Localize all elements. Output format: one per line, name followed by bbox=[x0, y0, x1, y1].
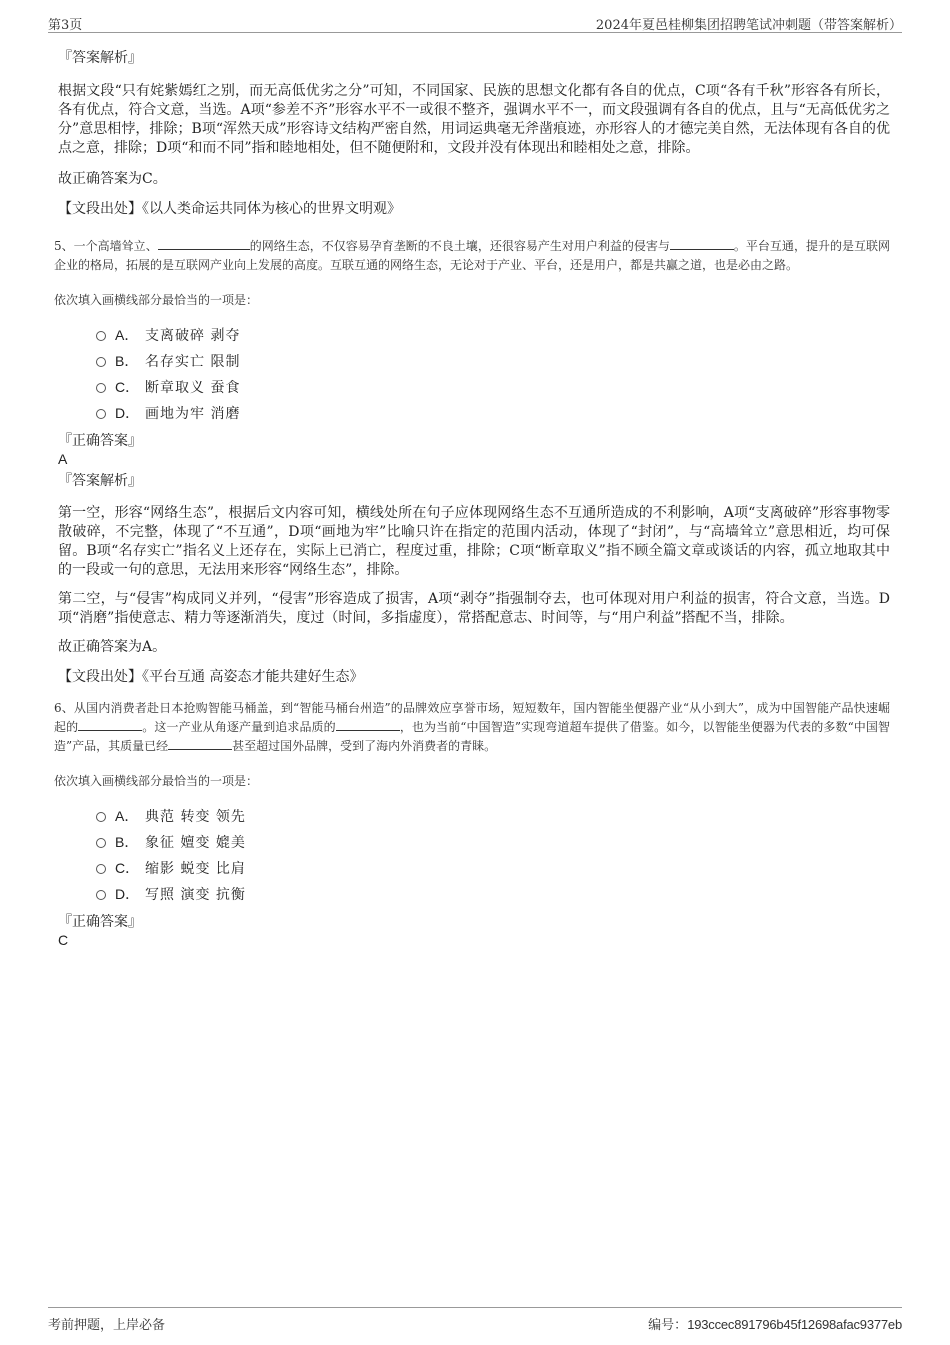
code-value: 193ccec891796b45f12698afac9377eb bbox=[687, 1317, 902, 1332]
question-text: 。这一产业从角逐产量到追求品质的 bbox=[142, 720, 336, 734]
question-text: 的网络生态，不仅容易孕育垄断的不良土壤，还很容易产生对用户利益的侵害与 bbox=[249, 239, 670, 253]
analysis-label: 『答案解析』 bbox=[58, 50, 142, 66]
analysis-paragraph-2: 第二空，与“侵害”构成同义并列，“侵害”形容造成了损害，A项“剥夺”指强制夺去，也可体现对用户利益的损害，符合文意，当选。D项“消磨”指使意志、精力等逐渐消失，度过（时间，多指虚度），常搭配意志、时间等，与“用户利益”搭配不当，排除。 bbox=[58, 591, 890, 626]
conclusion-text: 故正确答案为A。 bbox=[58, 639, 167, 655]
option-text: 典范 转变 领先 bbox=[145, 809, 246, 825]
question-6 bbox=[54, 699, 890, 756]
option-c[interactable] bbox=[96, 374, 890, 400]
option-letter: D． bbox=[115, 405, 140, 421]
radio-icon[interactable] bbox=[96, 357, 106, 367]
main-content bbox=[54, 38, 891, 953]
question-number: 5、 bbox=[54, 239, 74, 253]
option-letter: A． bbox=[115, 808, 139, 824]
option-letter: C． bbox=[115, 379, 140, 395]
question-text: 从国内消费者赴日本抢购智能马桶盖，到“智能马桶台州造”的品牌效应享誉市场，短短数年，国内智能坐便器产业“从小到大”，成为中国智能产品快速崛起的 bbox=[54, 701, 891, 734]
question-prompt: 依次填入画横线部分最恰当的一项是： bbox=[54, 293, 259, 307]
option-text: 名存实亡 限制 bbox=[145, 354, 241, 370]
code-label: 编号： bbox=[648, 1318, 688, 1333]
footer-slogan: 考前押题，上岸必备 bbox=[48, 1318, 166, 1333]
option-text: 画地为牢 消磨 bbox=[145, 406, 241, 422]
blank-1 bbox=[158, 237, 250, 250]
analysis-label: 『答案解析』 bbox=[58, 473, 142, 489]
option-b[interactable] bbox=[96, 348, 890, 374]
option-text: 支离破碎 剥夺 bbox=[145, 328, 241, 344]
source-citation: 【文段出处】《平台互通 高姿态才能共建好生态》 bbox=[58, 669, 364, 685]
page-footer bbox=[48, 1307, 902, 1332]
blank-2 bbox=[336, 718, 400, 731]
option-letter: B． bbox=[115, 353, 139, 369]
radio-icon[interactable] bbox=[96, 890, 106, 900]
radio-icon[interactable] bbox=[96, 812, 106, 822]
document-code bbox=[648, 1314, 902, 1333]
option-d[interactable] bbox=[96, 881, 890, 907]
radio-icon[interactable] bbox=[96, 838, 106, 848]
question-text: 。平台互通，提升的是互联网企业的格局，拓展的是互联网产业向上发展的高度。互联互通的网络生态，无论对于产业、平台，还是用户，都是共赢之道，也是必由之路。 bbox=[54, 239, 890, 272]
conclusion-text: 故正确答案为C。 bbox=[58, 171, 167, 187]
analysis-text: 根据文段“只有姹紫嫣红之别，而无高低优劣之分”可知，不同国家、民族的思想文化都有各自的优点，C项“各有千秋”形容各有所长，各有优点，符合文意，当选。A项“参差不齐”形容水平不一或很不整齐，强调水平不一，而文段强调有各自的优点，且与“无高低优劣之分”意思相悖，排除；B项“浑然天成”形容诗文结构严密自然，用词运典毫无斧凿痕迹，亦形容人的才德完美自然，无法体现有各自的优点之意，排除；D项“和而不同”指和睦地相处，但不随便附和，文段并没有体现出和睦相处之意，排除。 bbox=[58, 83, 890, 156]
option-a[interactable] bbox=[96, 803, 890, 829]
blank-3 bbox=[168, 737, 232, 750]
question-5 bbox=[54, 237, 890, 275]
page-header bbox=[48, 12, 902, 33]
question-text: 甚至超过国外品牌，受到了海内外消费者的青睐。 bbox=[232, 739, 497, 753]
analysis-paragraph-1: 第一空，形容“网络生态”，根据后文内容可知，横线处所在句子应体现网络生态不互通所造成的不利影响，A项“支离破碎”形容事物零散破碎，不完整，体现了“不互通”，D项“画地为牢”比喻只许在指定的范围内活动，体现了“封闭”，与“高墙耸立”意思相近，均可保留。B项“名存实亡”指名义上还存在，实际上已消亡，程度过重，排除；C项“断章取义”指不顾全篇文章或谈话的内容，孤立地取其中的一段或一句的意思，无法用来形容“网络生态”，排除。 bbox=[58, 505, 890, 578]
options-list bbox=[96, 803, 890, 907]
source-citation: 【文段出处】《以人类命运共同体为核心的世界文明观》 bbox=[58, 201, 401, 217]
correct-answer-label: 『正确答案』 bbox=[58, 914, 142, 930]
radio-icon[interactable] bbox=[96, 331, 106, 341]
question-text: ，也为当前“中国智造”实现弯道超车提供了借鉴。如今，以智能坐便器为代表的多数“中国智造”产品，其质量已经 bbox=[54, 720, 890, 753]
option-d[interactable] bbox=[96, 400, 890, 426]
question-number: 6、 bbox=[54, 701, 74, 715]
page-number: 第3页 bbox=[48, 18, 83, 33]
correct-answer-label: 『正确答案』 bbox=[58, 433, 142, 449]
radio-icon[interactable] bbox=[96, 383, 106, 393]
options-list bbox=[96, 322, 890, 426]
question-prompt: 依次填入画横线部分最恰当的一项是： bbox=[54, 774, 259, 788]
option-letter: B． bbox=[115, 834, 139, 850]
radio-icon[interactable] bbox=[96, 409, 106, 419]
radio-icon[interactable] bbox=[96, 864, 106, 874]
document-title: 2024年夏邑桂柳集团招聘笔试冲刺题（带答案解析） bbox=[595, 18, 902, 33]
correct-answer: C bbox=[58, 932, 69, 948]
option-letter: C． bbox=[115, 860, 140, 876]
option-a[interactable] bbox=[96, 322, 890, 348]
blank-1 bbox=[78, 718, 142, 731]
option-text: 断章取义 蚕食 bbox=[145, 380, 241, 396]
option-letter: D． bbox=[115, 886, 140, 902]
option-b[interactable] bbox=[96, 829, 890, 855]
option-text: 写照 演变 抗衡 bbox=[145, 887, 246, 903]
option-text: 缩影 蜕变 比肩 bbox=[145, 861, 246, 877]
option-text: 象征 嬗变 媲美 bbox=[145, 835, 246, 851]
option-letter: A． bbox=[115, 327, 139, 343]
option-c[interactable] bbox=[96, 855, 890, 881]
correct-answer: A bbox=[58, 451, 68, 467]
blank-2 bbox=[670, 237, 734, 250]
question-text: 一个高墙耸立、 bbox=[73, 239, 158, 253]
